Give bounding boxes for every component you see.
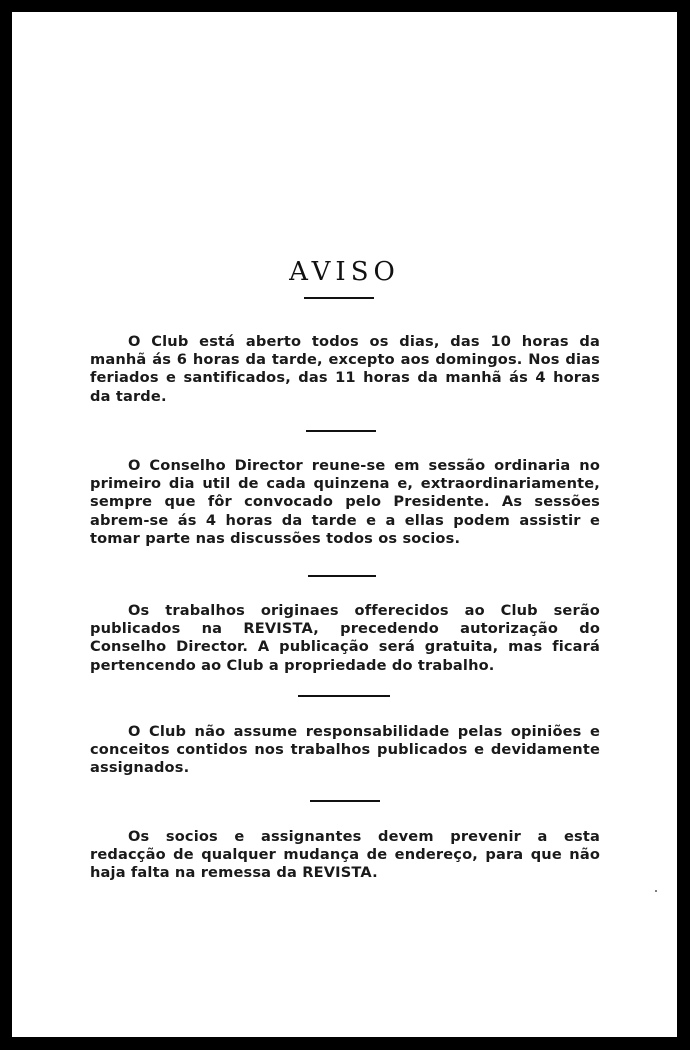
divider-rule xyxy=(304,297,374,299)
divider-rule xyxy=(306,430,376,432)
divider-rule xyxy=(308,575,376,577)
notice-paragraph-address: Os socios e assignantes devem prevenir a esta redacção de qualquer mudança de endereço, para que não haja falta na remessa da REVISTA. xyxy=(90,828,600,882)
notice-paragraph-works: Os trabalhos originaes offerecidos ao Club serão publicados na REVISTA, precedendo autorização do Conselho Director. A publicação será gratuita, mas ficará pertencendo ao Club a propriedade do trabalho. xyxy=(90,602,600,674)
divider-rule xyxy=(298,695,390,697)
notice-paragraph-responsibility: O Club não assume responsabilidade pelas opiniões e conceitos contidos nos trabalhos publicados e devidamente assignados. xyxy=(90,723,600,777)
print-speck xyxy=(655,890,657,892)
divider-rule xyxy=(310,800,380,802)
notice-paragraph-hours: O Club está aberto todos os dias, das 10 horas da manhã ás 6 horas da tarde, excepto aos domingos. Nos dias feriados e santificados, das 11 horas da manhã ás 4 horas da tarde. xyxy=(90,333,600,405)
document-page xyxy=(12,12,677,1037)
notice-paragraph-council: O Conselho Director reune-se em sessão ordinaria no primeiro dia util de cada quinzena e, extraordinariamente, sempre que fôr convocado pelo Presidente. As sessões abrem-se ás 4 horas da tarde e a ellas podem assistir e tomar parte nas discussões todos os socios. xyxy=(90,457,600,547)
page-title: AVISO xyxy=(289,257,400,288)
